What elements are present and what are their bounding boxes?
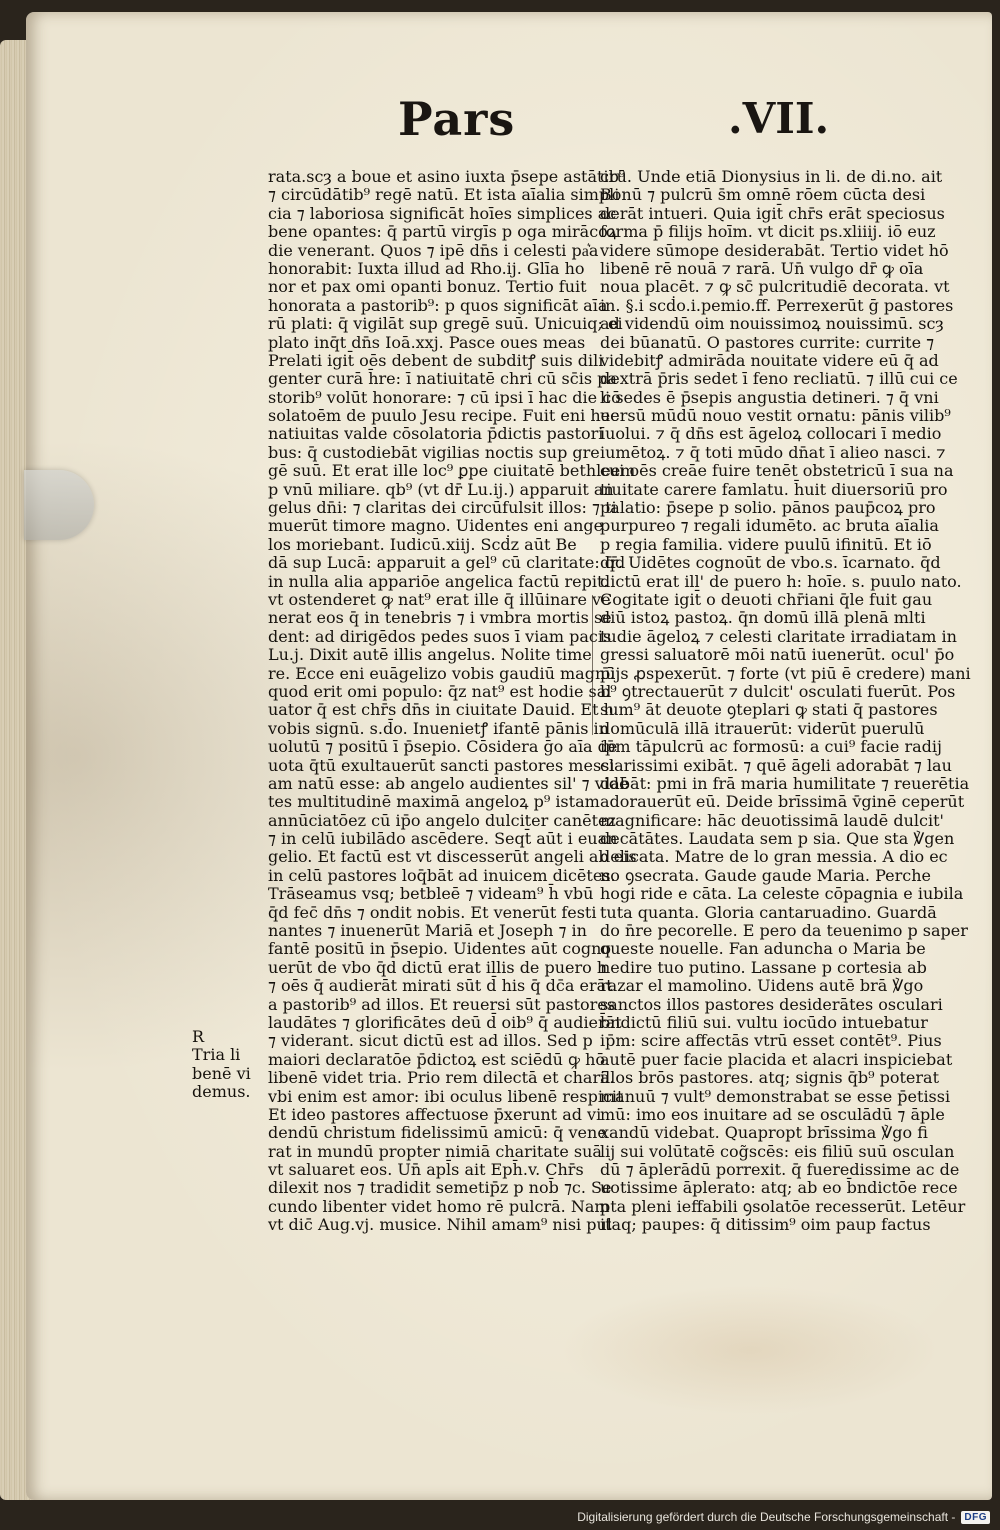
header-part-number: .VII. bbox=[728, 94, 830, 143]
text-line: videre sūmope desiderabāt. Tertio videt hō bbox=[600, 240, 949, 260]
marginal-note bbox=[192, 1028, 251, 1102]
text-line: dā sup Lucā: apparuit a gel⁹ cū claritate: q̄d bbox=[268, 553, 626, 573]
text-line: honorabit: Iuxta illud ad Rho.ij. Glīa ho bbox=[268, 258, 585, 278]
text-line: ⁊ viderant. sicut dictū est ad illos. Sed p bbox=[268, 1031, 593, 1051]
text-line: īuolui. ⁊ q̄ dn̄s est āgeloꝝ collocari ī medio bbox=[600, 424, 942, 444]
text-line: solatoēm de puulo Jesu recipe. Fuit eni hec bbox=[268, 406, 620, 426]
text-line: xandū videbat. Quapropt brīssima ℣go fi bbox=[600, 1123, 928, 1143]
text-line: in nulla alia appariōe angelica factū repit. bbox=[268, 571, 609, 591]
text-line: noua placēt. ⁊ ꝙ sc̄ pulcritudiē decorata. vt bbox=[600, 277, 950, 297]
text-line: sanctos illos pastores desiderātes osculari bbox=[600, 994, 943, 1014]
text-line: uersū mūdū nouo vestit ornatu: pānis vilib⁹ bbox=[600, 406, 951, 426]
text-line: iumētoꝝ. ⁊ q̄ toti mūdo dn̄at ī alieo nasci. ⁊ bbox=[600, 442, 946, 462]
text-line: adorauerūt eū. Deide brīssimā v̄ginē ceperūt bbox=[600, 792, 965, 812]
marginal-line: Tria li bbox=[192, 1045, 241, 1065]
text-line: tiuitate carere famlatu. h̄uit diuersoriū pro bbox=[600, 479, 948, 499]
text-line: delicata. Matre de lo gran messia. A dio ec bbox=[600, 847, 948, 867]
text-line: Trāseamus vsq; betbleē ⁊ videam⁹ h̄ vbū bbox=[268, 884, 594, 904]
text-line: dendū christum fidelissimū amicū: q̄ vene bbox=[268, 1123, 607, 1143]
text-line: a pastorib⁹ ad illos. Et reuersi sūt pastores bbox=[268, 994, 615, 1014]
text-line: rata.scȝ a boue et asino iuxta p̄sepe astātib⁹ bbox=[268, 167, 626, 186]
text-line: Lu.j. Dixit autē illis angelus. Nolite time bbox=[268, 645, 592, 665]
text-line: queste nouelle. Fan aduncha o Maria be bbox=[600, 939, 926, 959]
text-line: annūciatōez cū ip̄o angelo dulciter canētez bbox=[268, 810, 616, 830]
text-line: los moriebant. Iudicū.xiij. Scḋz aūt Be bbox=[268, 534, 577, 554]
text-line: maiori declaratōe p̄dictoꝝ est sciēdū ꝙ hō bbox=[268, 1049, 606, 1069]
text-line: rat in mundū propter nimiā charitate suā bbox=[268, 1141, 602, 1161]
text-line: vt saluaret eos. Un̄ apl̄s ait Eph̄.v. Chr̄s bbox=[268, 1160, 584, 1180]
text-line: laudātes ⁊ glorificātes deū d̄ oib⁹ q̄ audierāt bbox=[268, 1012, 622, 1032]
text-line: ip̄m tāpulcrū ac formosū: a cui⁹ facie radij bbox=[600, 737, 942, 757]
text-line: vt ostenderet ꝙ nat⁹ erat ille q̄ illūinare ve bbox=[268, 589, 611, 609]
text-line: p̄ijs ꝓspexerūt. ⁊ forte (vt piū ē credere) mani bbox=[600, 663, 971, 683]
text-line: cundo libenter videt homo rē pulcrā. Nam bbox=[268, 1196, 610, 1216]
text-line: purpureo ⁊ regali idumēto. ac bruta aīalia bbox=[600, 516, 939, 536]
text-line: videbitꝭ admirāda nouitate videre eū q̄ ad bbox=[600, 350, 939, 370]
text-line: honorata a pastorib⁹: p quos significāt aīa bbox=[268, 295, 608, 315]
text-line: crū. Unde etiā Dionysius in li. de di.no. ait bbox=[600, 167, 943, 186]
text-line: am natū esse: ab angelo audientes sil' ⁊ vidē bbox=[268, 773, 629, 793]
text-line: vt dic̄ Aug.vj. musice. Nihil amam⁹ nisi pul bbox=[268, 1215, 612, 1235]
text-line: hogi ride e cāta. La celeste cōpagnia e iubila bbox=[600, 884, 964, 904]
text-line: dr̄. Uidētes cognoūt de vbo.s. īcarnato. q̄d bbox=[600, 553, 941, 573]
text-line: gelio. Et factū est vt discesserūt angeli ab eis bbox=[268, 847, 637, 867]
text-line: pta pleni ieffabili ꝯsolatōe recesserūt. Letēur bbox=[600, 1196, 966, 1216]
text-line: Prelati igit̄ oēs debent de subditꝭ suis dili bbox=[268, 350, 604, 370]
text-line: quod erit omi populo: q̄z nat⁹ est hodie sal bbox=[268, 681, 612, 701]
footer-text: Digitalisierung gefördert durch die Deutsche Forschungsgemeinschaft - bbox=[577, 1510, 956, 1524]
text-line: cui oēs creāe fuire tenēt obstetricū ī sua na bbox=[600, 461, 954, 481]
text-line: clarissimi exibāt. ⁊ quē āgeli adorabāt ⁊ lau bbox=[600, 755, 952, 775]
text-line: nantes ⁊ inuenerūt Mariā et Joseph ⁊ in bbox=[268, 921, 587, 941]
text-line: palatio: p̄sepe p solio. pānos paup̄coꝝ pro bbox=[600, 498, 936, 518]
text-line: in. §.i scḋo.i.pemio.ff. Perrexerūt ḡ pastores bbox=[600, 295, 954, 315]
text-line: nedire tuo putino. Lassane p cortesia ab bbox=[600, 957, 927, 977]
text-line: vbi enim est amor: ibi oculus libenē respicit bbox=[268, 1086, 624, 1106]
text-line: nor et pax omi opanti bonuz. Tertio fuit bbox=[268, 277, 587, 297]
text-line: derāt intueri. Quia igit̄ chr̄s erāt speciosus bbox=[600, 203, 945, 223]
text-line: li sedes ē p̄sepis angustia detineri. ⁊ q̄ vni bbox=[600, 387, 939, 407]
text-line: tudie āgeloꝝ ⁊ celesti claritate irradiatam in bbox=[600, 626, 957, 646]
marginal-line: R bbox=[192, 1027, 205, 1046]
text-line: uotissime āplerato: atq; ab eo b̄ndictōe rece bbox=[600, 1178, 958, 1198]
text-line: in celū pastores loq̄bāt ad inuicem dicētes. bbox=[268, 865, 616, 885]
text-line: b̄ndictū filiū sui. vultu iocūdo intuebatur bbox=[600, 1012, 928, 1032]
text-line: magnificare: hāc deuotissimā laudē dulcit' bbox=[600, 810, 944, 830]
margin-bracket bbox=[592, 595, 601, 735]
text-line: vobis signū. s.d̄o. Inuenietꝭ ifantē pānis in bbox=[268, 718, 609, 738]
text-line: Bonū ⁊ pulcrū s̄m omnē rōem cūcta desi bbox=[600, 185, 926, 205]
text-line: bus: q̄ custodiebāt vigilias noctis sup gre bbox=[268, 442, 600, 462]
text-line: gē suū. Et erat ille loc⁹ ꝑpe ciuitatē bethleem bbox=[268, 461, 636, 481]
text-line: die venerant. Quos ⁊ ipē dn̄s i celesti pa͛a bbox=[268, 240, 599, 260]
text-line: genter curā h̄re: ī natiuitatē chri cū sc̄is pa bbox=[268, 369, 617, 389]
running-header bbox=[0, 92, 1000, 152]
page-clip bbox=[24, 470, 94, 540]
text-line: nerat eos q̄ in tenebris ⁊ i vmbra mortis se bbox=[268, 608, 612, 628]
text-line: sum⁹ āt deuote ꝯteplari ꝙ stati q̄ pastores bbox=[600, 700, 938, 720]
text-line: illos brōs pastores. atq; signis q̄b⁹ poterat bbox=[600, 1068, 940, 1088]
text-line: fantē positū in p̄sepio. Uidentes aūt cogno bbox=[268, 939, 612, 959]
text-line: re. Ecce eni euāgelizo vobis gaudiū magnū bbox=[268, 663, 616, 683]
text-line: ⁊ in celū iubilādo ascēdere. Seqt̄ aūt i euan bbox=[268, 829, 618, 849]
text-line: gelus dn̄i: ⁊ claritas dei circūfulsit illos: ⁊ ti bbox=[268, 498, 617, 518]
text-line: diū istoꝝ pastoꝝ. q̄n domū illā plenā mlti bbox=[600, 608, 926, 628]
text-line: forma p̄ filijs hoīm. vt dicit ps.xliiij. iō euz bbox=[600, 222, 936, 242]
text-column-left bbox=[268, 167, 637, 1235]
text-line: plato inq̄t dn̄s Ioā.xxj. Pasce oues meas bbox=[268, 332, 586, 352]
marginal-line: demus. bbox=[192, 1082, 251, 1102]
text-line: manuū ⁊ vult⁹ demonstrabat se esse p̄etissi bbox=[600, 1086, 951, 1106]
text-line: do n̄re pecorelle. E pero da teuenimo p saper bbox=[600, 921, 968, 941]
text-line: cia ⁊ laboriosa significāt hoīes simplices ac bbox=[268, 203, 617, 223]
digitization-footer bbox=[577, 1510, 990, 1524]
text-line: Et ideo pastores affectuose p̄xerunt ad vi bbox=[268, 1104, 602, 1124]
text-line: dabāt: pmi in frā maria humilitate ⁊ reuerētia bbox=[600, 773, 970, 793]
text-line: Cogitate igit̄ o deuoti chr̄iani q̄le fuit gau bbox=[600, 589, 933, 609]
text-line: no ꝯsecrata. Gaude gaude Maria. Perche bbox=[600, 865, 931, 885]
text-line: lij sui volūtatē cog̃scēs: eis filiū suū osculan bbox=[600, 1141, 955, 1161]
text-line: bene opantes: q̄ partū virgīs p oga mirācoꝝ bbox=[268, 222, 618, 242]
text-line: tuta quanta. Gloria cantaruadino. Guardā bbox=[600, 902, 937, 922]
text-line: gressi saluatorē mōi natū iuenerūt. ocul' p̄o bbox=[600, 645, 955, 665]
text-line: ad videndū oim nouissimoꝝ nouissimū. scȝ bbox=[600, 314, 944, 334]
text-line: dū ⁊ āplerādū porrexit. q̄ fueredissime ac de bbox=[600, 1160, 960, 1180]
text-line: libenē videt tria. Prio rem dilectā et charā. bbox=[268, 1068, 615, 1088]
text-line: b⁹ ꝯtrectauerūt ⁊ dulcit' osculati fuerūt. Pos bbox=[600, 681, 956, 701]
text-line: muerūt timore magno. Uidentes eni ange bbox=[268, 516, 604, 536]
text-line: p regia familia. videre puulū ifinitū. Et iō bbox=[600, 534, 932, 554]
text-line: rū plati: q̄ vigilāt sup gregē suū. Unicuiq; ei bbox=[268, 314, 623, 334]
text-line: natiuitas valde cōsolatoria p̄dictis pastori bbox=[268, 424, 604, 444]
text-line: decātātes. Laudata sem p sia. Que sta ℣gen bbox=[600, 829, 955, 849]
water-stain bbox=[560, 1285, 940, 1415]
text-line: uolutū ⁊ positū ī p̄sepio. Cōsidera ḡo aīa de bbox=[268, 737, 618, 757]
text-line: razar el mamolino. Uidens autē brā ℣go bbox=[600, 976, 924, 996]
text-line: q̄d fec̄ dn̄s ⁊ ondit nobis. Et venerūt festi bbox=[268, 902, 597, 922]
text-line: storib⁹ volūt honorare: ⁊ cū ipsi ī hac die cō bbox=[268, 387, 621, 407]
text-line: autē puer facie placida et alacri inspiciebat bbox=[600, 1049, 953, 1069]
text-line: dent: ad dirigēdos pedes suos ī viam pacis bbox=[268, 626, 612, 646]
text-line: uerūt de vbo q̄d dictū erat illis de puero h bbox=[268, 957, 608, 977]
text-column-right bbox=[600, 167, 971, 1235]
text-line: p vnū miliare. qb⁹ (vt dr̄ Lu.ij.) apparuit an bbox=[268, 479, 614, 499]
text-line: ⁊ oēs q̄ audierāt mirati sūt d̄ his q̄ dc̄a erāt bbox=[268, 976, 613, 996]
text-line: dei būanatū. O pastores currite: currite ⁊ bbox=[600, 332, 935, 352]
text-line: uator q̄ est chr̄s dn̄s in ciuitate Dauid. Et h bbox=[268, 700, 614, 720]
text-line: uota q̄tū exultauerūt sancti pastores messi bbox=[268, 755, 615, 775]
header-pars: Pars bbox=[398, 92, 516, 146]
text-line: dilexit nos ⁊ tradidit semetip̄z p nob̄ ⁊c. Se bbox=[268, 1178, 612, 1198]
marginal-line: benē vi bbox=[192, 1063, 251, 1083]
text-line: dictū erat ill' de puero h: hoīe. s. puulo nato. bbox=[600, 571, 962, 591]
text-line: dextrā p̄ris sedet ī feno recliatū. ⁊ illū cui ce bbox=[600, 369, 958, 389]
dfg-logo: DFG bbox=[961, 1511, 990, 1524]
text-line: domūculā illā itrauerūt: viderūt puerulū bbox=[600, 718, 925, 738]
text-line: mū: imo eos inuitare ad se osculādū ⁊ āple bbox=[600, 1104, 945, 1124]
text-line: tes multitudinē maximā angeloꝝ p⁹ istam bbox=[268, 792, 600, 812]
text-line: ip̄m: scire affectās vtrū esset contēt⁹. Pius bbox=[600, 1031, 942, 1051]
text-line: itaq; paupes: q̄ ditissim⁹ oim paup factus bbox=[600, 1215, 931, 1235]
text-line: libenē rē nouā ⁊ rarā. Un̄ vulgo dr̄ ꝙ oīa bbox=[600, 258, 924, 278]
text-line: ⁊ circūdātib⁹ regē natū. Et ista aīalia simpli bbox=[268, 185, 620, 205]
